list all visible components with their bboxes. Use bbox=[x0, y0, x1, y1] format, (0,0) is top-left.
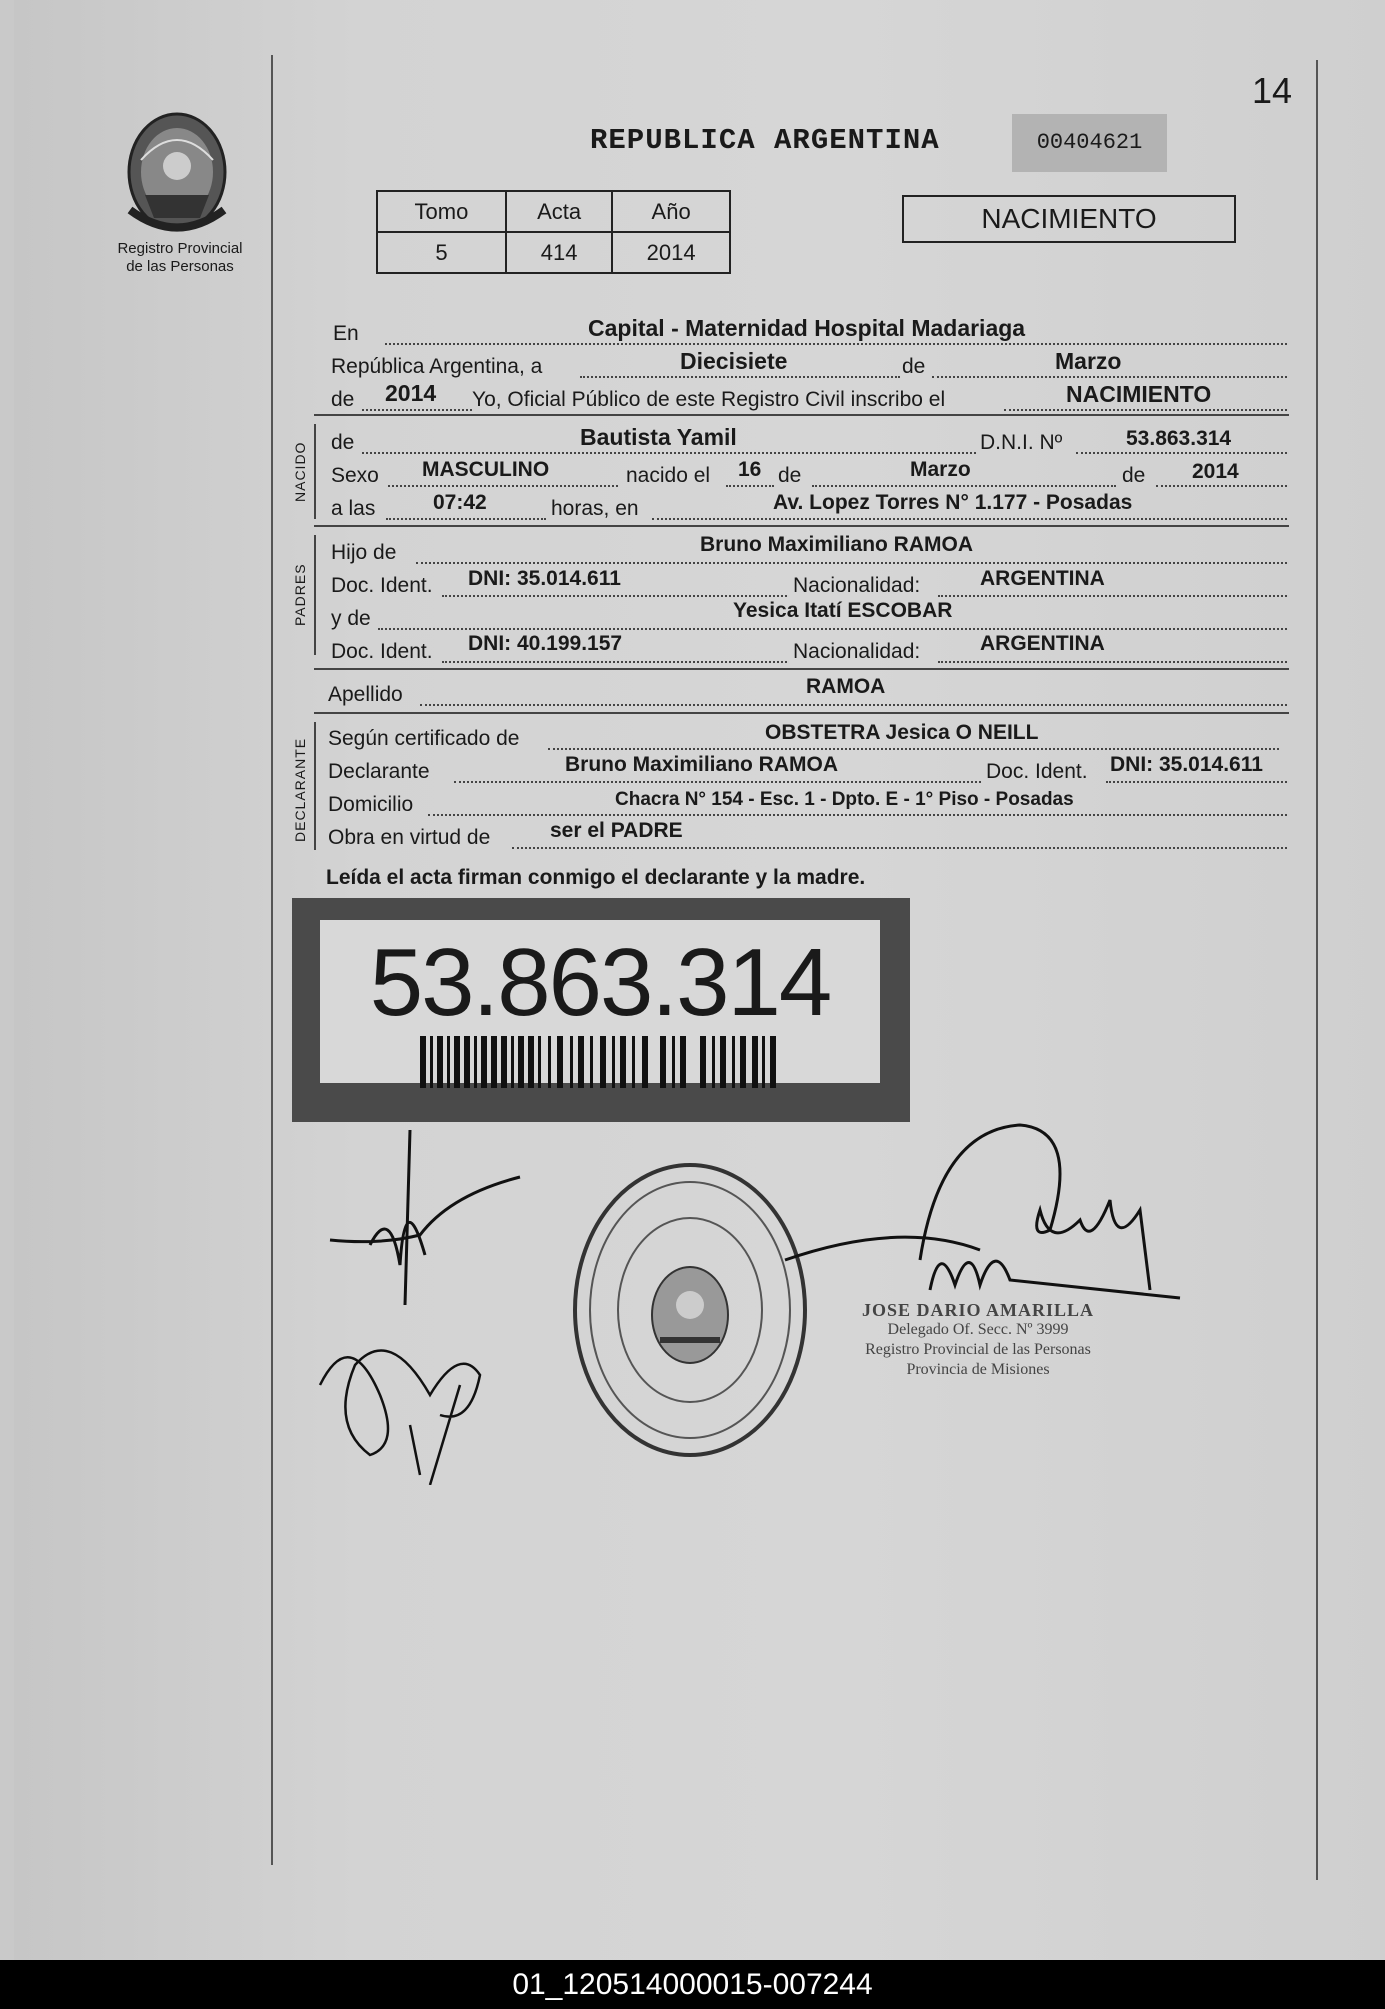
decl-doc-dots bbox=[1106, 781, 1287, 783]
dni-dots bbox=[1076, 452, 1287, 454]
left-margin-line bbox=[271, 55, 273, 1865]
obra-label: Obra en virtud de bbox=[328, 826, 491, 849]
official-name: JOSE DARIO AMARILLA bbox=[861, 1300, 1095, 1320]
y-de-label: y de bbox=[331, 607, 371, 630]
value-anio: 2014 bbox=[612, 232, 730, 273]
madre-nac: ARGENTINA bbox=[980, 632, 1105, 655]
hora-dots bbox=[386, 518, 546, 520]
dia-dots bbox=[580, 376, 900, 378]
barcode-icon bbox=[420, 1036, 780, 1088]
apellido-dots bbox=[420, 704, 1287, 706]
en-label: En bbox=[333, 322, 359, 345]
value-acta: 414 bbox=[506, 232, 612, 273]
mes-de-label: de bbox=[902, 355, 926, 378]
acta-value-row bbox=[377, 232, 730, 273]
closing-statement: Leída el acta firman conmigo el declarante y la madre. bbox=[326, 866, 866, 889]
registry-name-line2: de las Personas bbox=[126, 258, 234, 275]
declarante-bracket bbox=[314, 722, 316, 850]
dni-sticker bbox=[292, 898, 910, 1122]
a-las-label: a las bbox=[331, 497, 376, 520]
anio-de-label: de bbox=[331, 388, 355, 411]
dni-sticker-inner bbox=[320, 920, 880, 1083]
dni-sticker-number: 53.863.314 bbox=[369, 929, 831, 1036]
divider-2 bbox=[314, 525, 1289, 527]
apellido-label: Apellido bbox=[328, 683, 403, 706]
header-tomo: Tomo bbox=[377, 191, 506, 232]
lugar-dots bbox=[652, 518, 1287, 520]
decl-doc-value: DNI: 35.014.611 bbox=[1110, 753, 1263, 776]
official-line2: Registro Provincial de las Personas bbox=[865, 1341, 1091, 1358]
inscribo-dots bbox=[1004, 409, 1287, 411]
nacido-de-label: de bbox=[778, 464, 802, 487]
oficial-label: Yo, Oficial Público de este Registro Civil inscribo el bbox=[472, 388, 946, 411]
hijo-label: Hijo de bbox=[331, 541, 397, 564]
signature-official-icon bbox=[780, 1120, 1200, 1320]
official-line1: Delegado Of. Secc. Nº 3999 bbox=[887, 1321, 1069, 1338]
padres-bracket bbox=[314, 535, 316, 655]
nacido-el-label: nacido el bbox=[626, 464, 711, 487]
declarante-value: Bruno Maximiliano RAMOA bbox=[565, 753, 839, 776]
obra-value: ser el PADRE bbox=[550, 819, 683, 842]
en-value: Capital - Maternidad Hospital Madariaga bbox=[588, 315, 1026, 341]
certificado-dots bbox=[548, 748, 1279, 750]
header-anio: Año bbox=[612, 191, 730, 232]
padre-nac-dots bbox=[938, 595, 1287, 597]
country-title: REPUBLICA ARGENTINA bbox=[590, 124, 940, 157]
anio-value: 2014 bbox=[385, 380, 437, 406]
header-acta: Acta bbox=[506, 191, 612, 232]
mes-value: Marzo bbox=[1055, 348, 1122, 374]
nacido-bracket bbox=[314, 424, 316, 519]
padre-nac: ARGENTINA bbox=[980, 567, 1105, 590]
official-seal-icon bbox=[565, 1155, 815, 1465]
padre-doc-label: Doc. Ident. bbox=[331, 574, 433, 597]
republica-label: República Argentina, a bbox=[331, 355, 543, 378]
dni-label: D.N.I. Nº bbox=[980, 431, 1063, 454]
domicilio-label: Domicilio bbox=[328, 793, 414, 816]
madre-doc-label: Doc. Ident. bbox=[331, 640, 433, 663]
official-stamp-text bbox=[828, 1300, 1128, 1380]
padre-dots bbox=[416, 562, 1287, 564]
nombre-label: de bbox=[331, 431, 355, 454]
domicilio-dots bbox=[428, 814, 1287, 816]
sexo-value: MASCULINO bbox=[422, 458, 550, 481]
decl-doc-label: Doc. Ident. bbox=[986, 760, 1088, 783]
declarante-label: Declarante bbox=[328, 760, 430, 783]
madre-doc-dots bbox=[442, 661, 787, 663]
section-padres: PADRES bbox=[292, 563, 308, 626]
nacido-de2-label: de bbox=[1122, 464, 1146, 487]
padre-doc-dots bbox=[442, 595, 787, 597]
divider-3 bbox=[314, 668, 1289, 670]
registry-name bbox=[95, 240, 265, 276]
nombre-value: Bautista Yamil bbox=[580, 424, 737, 450]
page-number: 14 bbox=[1252, 70, 1293, 111]
acta-table bbox=[376, 190, 731, 274]
madre-value: Yesica Itatí ESCOBAR bbox=[733, 599, 953, 622]
padre-nac-label: Nacionalidad: bbox=[793, 574, 921, 597]
hora-value: 07:42 bbox=[433, 491, 487, 514]
obra-dots bbox=[512, 847, 1287, 849]
divider-4 bbox=[314, 712, 1289, 714]
lugar-value: Av. Lopez Torres N° 1.177 - Posadas bbox=[773, 491, 1133, 514]
value-tomo: 5 bbox=[377, 232, 506, 273]
nacido-dia: 16 bbox=[738, 458, 762, 481]
nombre-dots bbox=[362, 452, 976, 454]
anio-dots bbox=[362, 409, 472, 411]
official-line3: Provincia de Misiones bbox=[906, 1361, 1050, 1378]
registry-name-line1: Registro Provincial bbox=[117, 240, 243, 257]
act-type-box: NACIMIENTO bbox=[902, 195, 1236, 243]
serial-number: 00404621 bbox=[1012, 114, 1167, 172]
nacido-dia-dots bbox=[726, 485, 774, 487]
dni-value: 53.863.314 bbox=[1126, 427, 1232, 450]
nacido-mes: Marzo bbox=[910, 458, 971, 481]
nacido-mes-dots bbox=[812, 485, 1116, 487]
right-margin-line bbox=[1316, 60, 1318, 1880]
horas-label: horas, en bbox=[551, 497, 639, 520]
mes-dots bbox=[932, 376, 1287, 378]
inscribo-value: NACIMIENTO bbox=[1066, 381, 1212, 407]
madre-doc: DNI: 40.199.157 bbox=[468, 632, 623, 655]
apellido-value: RAMOA bbox=[806, 675, 886, 698]
declarante-dots bbox=[454, 781, 981, 783]
signature-declarante-icon bbox=[310, 1125, 530, 1485]
nacido-anio-dots bbox=[1156, 485, 1287, 487]
dia-value: Diecisiete bbox=[680, 348, 788, 374]
province-emblem-icon bbox=[120, 100, 235, 245]
divider-1 bbox=[314, 414, 1289, 416]
segun-label: Según certificado de bbox=[328, 727, 520, 750]
en-dots bbox=[385, 343, 1287, 345]
madre-nac-dots bbox=[938, 661, 1287, 663]
section-declarante: DECLARANTE bbox=[292, 737, 308, 842]
section-nacido: NACIDO bbox=[292, 441, 308, 502]
nacido-anio: 2014 bbox=[1192, 460, 1239, 483]
domicilio-value: Chacra N° 154 - Esc. 1 - Dpto. E - 1° Piso - Posadas bbox=[615, 789, 1074, 810]
sexo-label: Sexo bbox=[331, 464, 379, 487]
madre-nac-label: Nacionalidad: bbox=[793, 640, 921, 663]
madre-dots bbox=[378, 628, 1287, 630]
sexo-dots bbox=[388, 485, 618, 487]
certificado-value: OBSTETRA Jesica O NEILL bbox=[765, 721, 1039, 744]
acta-header-row bbox=[377, 191, 730, 232]
scan-footer-id: 01_120514000015-007244 bbox=[0, 1960, 1385, 2009]
padre-value: Bruno Maximiliano RAMOA bbox=[700, 533, 974, 556]
padre-doc: DNI: 35.014.611 bbox=[468, 567, 621, 590]
